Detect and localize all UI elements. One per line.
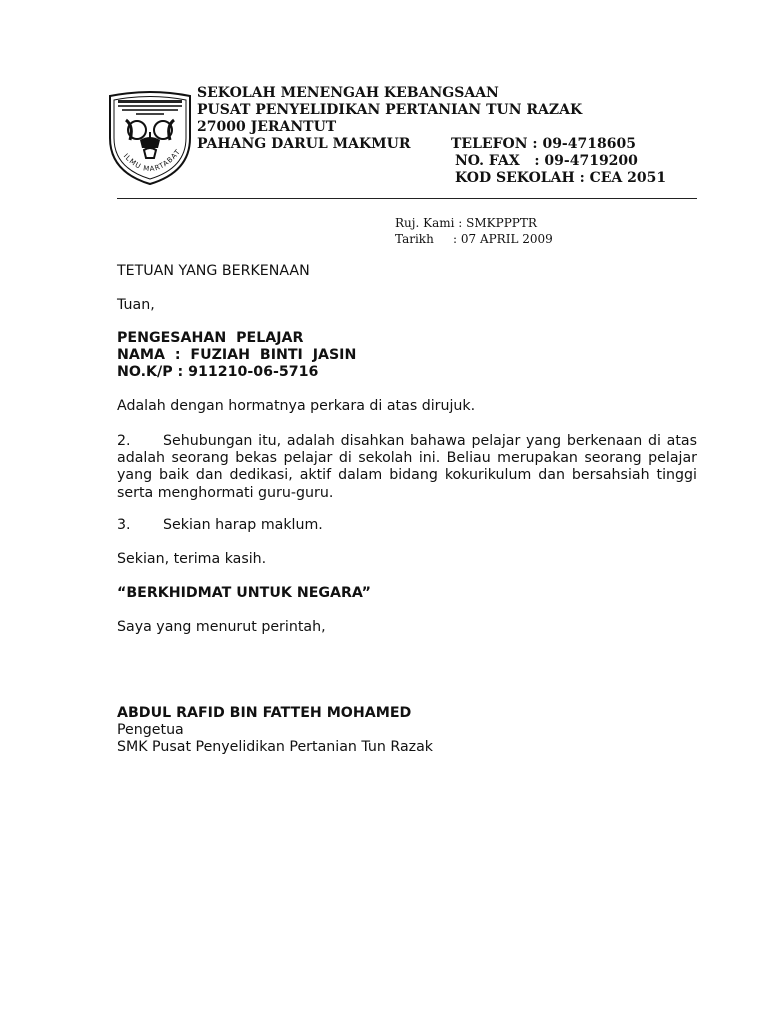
school-name-line1: SEKOLAH MENENGAH KEBANGSAAN bbox=[197, 85, 499, 101]
signatory-name: ABDUL RAFID BIN FATTEH MOHAMED bbox=[117, 705, 412, 721]
reference-ruj bbox=[395, 215, 537, 232]
school-crest-logo bbox=[104, 88, 196, 186]
sign-off-line: Saya yang menurut perintah, bbox=[117, 619, 326, 635]
paragraph-2-number: 2. bbox=[117, 433, 131, 449]
tarikh-label: Tarikh bbox=[395, 232, 434, 246]
ruj-value: SMKPPPTR bbox=[466, 216, 537, 230]
header-divider bbox=[117, 198, 697, 199]
salutation: Tuan, bbox=[117, 297, 155, 313]
address-line2: PAHANG DARUL MAKMUR bbox=[197, 136, 411, 152]
fax-number: NO. FAX : 09-4719200 bbox=[455, 153, 638, 169]
paragraph-3-text: Sekian harap maklum. bbox=[163, 517, 323, 533]
subject-line: PENGESAHAN PELAJAR bbox=[117, 330, 304, 346]
student-name-line: NAMA : FUZIAH BINTI JASIN bbox=[117, 347, 357, 363]
motto-line: “BERKHIDMAT UNTUK NEGARA” bbox=[117, 585, 371, 601]
paragraph-2 bbox=[117, 433, 697, 502]
signatory-organisation: SMK Pusat Penyelidikan Pertanian Tun Razak bbox=[117, 739, 434, 755]
closing-line: Sekian, terima kasih. bbox=[117, 551, 267, 567]
tarikh-value: : 07 APRIL 2009 bbox=[453, 232, 553, 246]
ruj-label: Ruj. Kami : bbox=[395, 216, 463, 230]
paragraph-2-text: Sehubungan itu, adalah disahkan bahawa pelajar yang berkenaan di atas adalah seorang bekas pelajar di sekolah ini. Beliau merupakan seorang pelajar yang baik dan dedikasi, aktif dalam bidang kokurikulum dan bersahsiah tinggi serta menghormati guru-guru. bbox=[117, 433, 697, 501]
reference-tarikh bbox=[395, 231, 553, 248]
address-line1: 27000 JERANTUT bbox=[197, 119, 337, 135]
telefon-number: TELEFON : 09-4718605 bbox=[451, 136, 636, 152]
student-ic-line: NO.K/P : 911210-06-5716 bbox=[117, 364, 319, 380]
paragraph-3 bbox=[117, 517, 323, 534]
intro-paragraph: Adalah dengan hormatnya perkara di atas dirujuk. bbox=[117, 398, 476, 414]
school-code: KOD SEKOLAH : CEA 2051 bbox=[455, 170, 667, 186]
crest-motto-text: ILMU MARTABAT bbox=[121, 147, 183, 174]
signatory-title: Pengetua bbox=[117, 722, 184, 738]
paragraph-3-number: 3. bbox=[117, 517, 131, 533]
school-name-line2: PUSAT PENYELIDIKAN PERTANIAN TUN RAZAK bbox=[197, 102, 583, 118]
recipient-line: TETUAN YANG BERKENAAN bbox=[117, 263, 310, 279]
